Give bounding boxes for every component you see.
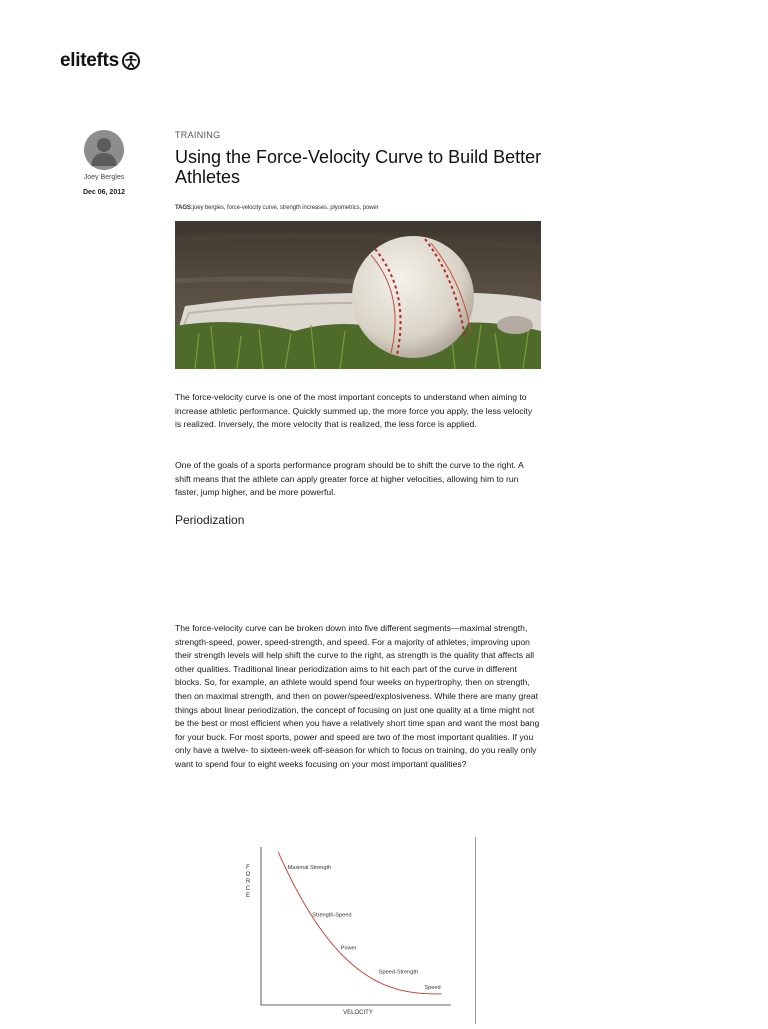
curve-segment-label: Strength-Speed [312,912,352,919]
athlete-circle-icon [121,51,141,71]
user-avatar-icon[interactable] [84,130,124,170]
force-velocity-chart [225,835,485,1024]
curve-segment-label: Maximal Strength [287,865,332,872]
y-axis-label: F O R C E [245,865,251,899]
article-tags: TAGS:joey bergles, force-velocity curve, strength increases, plyometrics, power [175,205,379,211]
tag-link[interactable]: strength increases [279,205,328,211]
x-axis-label: VELOCITY [343,1010,373,1016]
force-velocity-chart-svg [225,835,485,1024]
baseball-on-base-photo [175,221,541,369]
tag-link[interactable]: joey bergles [192,205,224,211]
tag-link[interactable]: power [362,205,379,211]
article-paragraph: The force-velocity curve can be broken down into five different segments—maximal strength, strength-speed, power, speed-strength, and speed. For a majority of athletes, improving upon their strength levels will help shift the curve to the right, as strength is the quality that affects all other qualities. Traditional linear periodization aims to hit each part of the curve in different blocks. So, for example, an athlete would spend four weeks on hypertrophy, then on strength, then on maximal strength, and then on power/speed/explosiveness. While there are many great things about linear periodization, the concept of focusing on just one quality at a time might not be the best or most efficient when you have a relatively short time span and want the most bang for your buck. For most sports, power and speed are two of the most important qualities. If you only have a twelve- to sixteen-week off-season for which to focus on training, do you really only want to spend four to eight weeks focusing on your most important qualities? [175,623,540,769]
divider [475,837,476,1024]
article-title: Using the Force-Velocity Curve to Build Better Athletes [175,147,542,187]
author-block [74,130,134,196]
curve-segment-label: Power [340,945,357,952]
article-paragraph: One of the goals of a sports performance program should be to shift the curve to the right. A shift means that the athlete can apply greater force at higher velocities, allowing him to run faster, jump higher, and be more powerful. [175,460,524,498]
publish-date: Dec 06, 2012 [82,189,126,196]
author-name[interactable]: Joey Bergles [83,174,125,181]
tag-link[interactable]: plyometrics [330,205,360,211]
article-paragraph: The force-velocity curve is one of the most important concepts to understand when aiming to increase athletic performance. Quickly summed up, the more force you apply, the less velocity is realized. Inversely, the more velocity that is realized, the less force is applied. [175,392,533,430]
article-category[interactable]: TRAINING [175,130,221,140]
logo-text: elitefts [60,50,119,71]
curve-segment-label: Speed-Strength [378,969,418,976]
tag-link[interactable]: force-velocity curve [227,205,277,211]
site-logo[interactable] [60,50,141,72]
section-heading: Periodization [175,513,245,527]
curve-segment-label: Speed [424,985,441,992]
tags-label: TAGS: [175,205,193,211]
